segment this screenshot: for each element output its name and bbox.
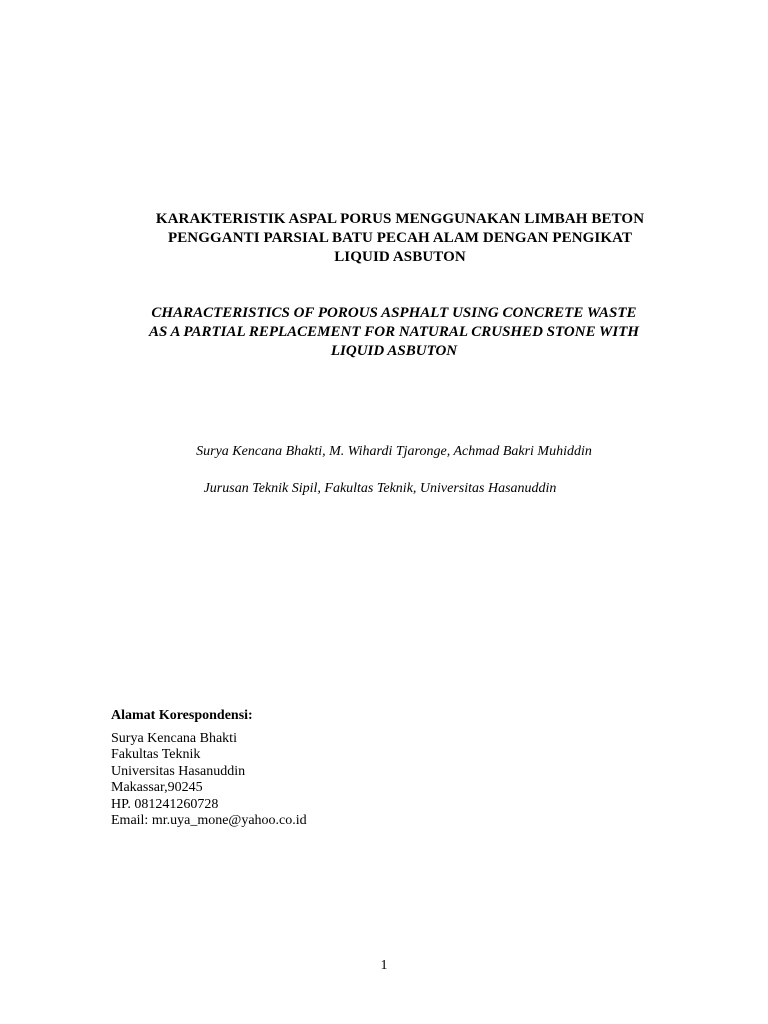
correspondence-name: Surya Kencana Bhakti xyxy=(111,731,237,746)
title-indonesian-line-2: PENGGANTI PARSIAL BATU PECAH ALAM DENGAN PENGIKAT xyxy=(167,230,633,246)
correspondence-email: Email: mr.uya_mone@yahoo.co.id xyxy=(111,813,307,829)
title-english-line-3: LIQUID ASBUTON xyxy=(330,343,458,359)
title-indonesian-line-1: KARAKTERISTIK ASPAL PORUS MENGGUNAKAN LIMBAH BETON xyxy=(155,211,645,227)
correspondence-address xyxy=(111,731,307,829)
page-number: 1 xyxy=(380,958,388,973)
title-english-line-1: CHARACTERISTICS OF POROUS ASPHALT USING CONCRETE WASTE xyxy=(151,305,637,321)
correspondence-faculty: Fakultas Teknik xyxy=(111,747,201,763)
affiliation: Jurusan Teknik Sipil, Fakultas Teknik, Universitas Hasanuddin xyxy=(203,481,557,496)
correspondence-heading: Alamat Korespondensi: xyxy=(111,708,253,723)
correspondence-phone: HP. 081241260728 xyxy=(111,796,219,812)
title-indonesian xyxy=(100,210,700,267)
title-english xyxy=(96,304,692,361)
title-english-line-2: AS A PARTIAL REPLACEMENT FOR NATURAL CRUSHED STONE WITH xyxy=(148,324,640,340)
title-indonesian-line-3: LIQUID ASBUTON xyxy=(334,249,466,265)
author-list: Surya Kencana Bhakti, M. Wihardi Tjaronge, Achmad Bakri Muhiddin xyxy=(196,444,592,459)
correspondence-university: Universitas Hasanuddin xyxy=(111,763,246,779)
correspondence-city: Makassar,90245 xyxy=(111,780,203,796)
